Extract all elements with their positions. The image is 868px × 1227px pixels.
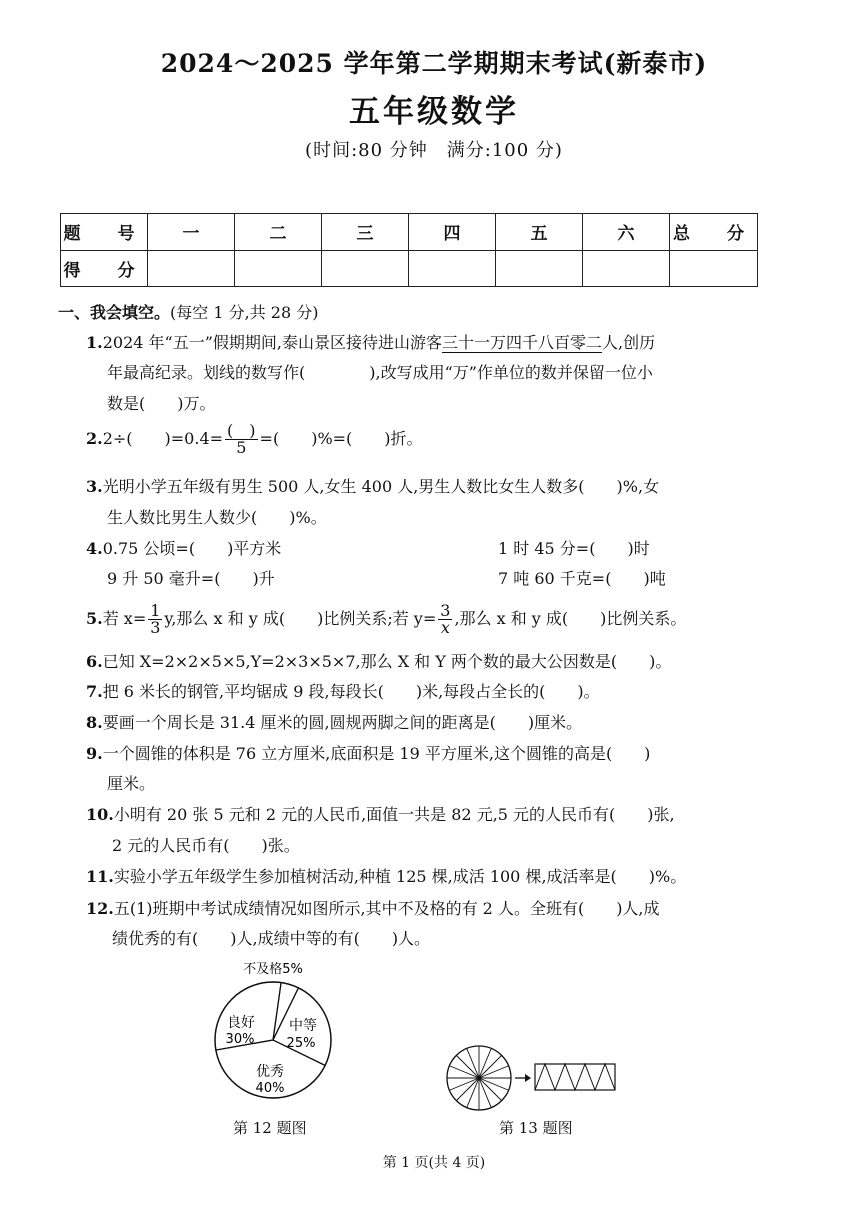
score-cell-empty[interactable] (409, 250, 496, 287)
fraction: $\frac{3}{x}$ (440, 601, 451, 637)
score-table-score-row (61, 250, 758, 287)
pie-label-fail: 不及格5% (243, 962, 303, 977)
circle-sector-line (456, 1078, 479, 1101)
score-cell-header: 总 分 (670, 214, 758, 251)
question-1-line3: 数是( )万。 (107, 394, 216, 413)
fraction: $\frac{1}{3}$ (150, 601, 161, 637)
pie-label-medium: 中等 (289, 1018, 317, 1034)
question-5: 5.若 x= $\frac{1}{3}$ y,那么 x 和 y 成( )比例关系;若 y= $\frac{3}{x}$ ,那么 x 和 y 成( )比例关系。 (86, 601, 687, 637)
question-2: 2.2÷( )=0.4= $\frac{( )}{5}$ =( )%=( )折。 (86, 421, 423, 457)
score-table-header-row (61, 214, 758, 251)
pie-chart (195, 955, 355, 1105)
score-cell-header: 五 (496, 214, 583, 251)
question-4-b: 1 时 45 分=( )时 (498, 539, 650, 558)
pie-value-medium: 25% (286, 1036, 316, 1051)
score-cell-empty[interactable] (496, 250, 583, 287)
question-7: 7.把 6 米长的钢管,平均锯成 9 段,每段长( )米,每段占全长的( )。 (86, 682, 600, 701)
figure-13-caption: 第 13 题图 (499, 1119, 573, 1137)
circle-sector-line (479, 1078, 502, 1101)
section-heading (58, 300, 318, 323)
question-12-line2: 绩优秀的有( )人,成绩中等的有( )人。 (112, 929, 431, 948)
score-cell-header: 二 (235, 214, 322, 251)
question-12-line1: 12.五(1)班期中考试成绩情况如图所示,其中不及格的有 2 人。全班有( )人,成 (86, 899, 660, 918)
question-6: 6.已知 X=2×2×5×5,Y=2×3×5×7,那么 X 和 Y 两个数的最大公因数是( )。 (86, 652, 672, 671)
score-cell-empty[interactable] (322, 250, 409, 287)
circle-sector-lines (447, 1046, 511, 1110)
rearranged-sectors (535, 1064, 615, 1090)
circle-sector-line (479, 1055, 502, 1078)
question-9-line2: 厘米。 (107, 774, 156, 793)
page-number: 第 1 页(共 4 页) (382, 1155, 486, 1171)
exam-title: 2024～2025 学年第二学期期末考试(新泰市) (160, 49, 708, 78)
score-cell-label: 题 号 (61, 214, 148, 251)
fraction: $\frac{( )}{5}$ (227, 421, 256, 457)
figure-13 (445, 1040, 645, 1120)
question-10-line2: 2 元的人民币有( )张。 (112, 836, 300, 855)
question-3-line1: 3.光明小学五年级有男生 500 人,女生 400 人,男生人数比女生人数多( )%,女 (86, 477, 660, 496)
question-10-line1: 10.小明有 20 张 5 元和 2 元的人民币,面值一共是 82 元,5 元的人民币有( )张, (86, 805, 675, 824)
question-1-line2: 年最高纪录。划线的数写作( ),改写成用“万”作单位的数并保留一位小 (107, 363, 653, 382)
underlined-number: 三十一万四千八百零二 (441, 333, 602, 352)
score-cell-label: 得 分 (61, 250, 148, 287)
section-title: 一、我会填空。 (58, 303, 171, 322)
question-8: 8.要画一个周长是 31.4 厘米的圆,圆规两脚之间的距离是( )厘米。 (86, 713, 583, 732)
pie-value-good: 30% (225, 1032, 255, 1047)
pie-value-excellent: 40% (255, 1081, 285, 1096)
question-3-line2: 生人数比男生人数少( )%。 (107, 508, 327, 527)
arrow-icon (515, 1074, 531, 1082)
pie-label-excellent: 优秀 (256, 1064, 284, 1080)
subject-title: 五年级数学 (349, 94, 519, 130)
question-4-a: 4.0.75 公顷=( )平方米 (86, 539, 282, 558)
score-table (60, 213, 758, 287)
exam-info: (时间:80 分钟 满分:100 分) (305, 140, 563, 161)
question-1-line1: 1.2024 年“五一”假期期间,泰山景区接待进山游客三十一万四千八百零二人,创历 (86, 333, 656, 352)
question-9-line1: 9.一个圆锥的体积是 76 立方厘米,底面积是 19 平方厘米,这个圆锥的高是( ) (86, 744, 651, 763)
score-cell-header: 一 (148, 214, 235, 251)
sector-zigzag (535, 1064, 615, 1090)
question-4-d: 7 吨 60 千克=( )吨 (498, 569, 666, 588)
score-cell-empty[interactable] (235, 250, 322, 287)
score-cell-header: 四 (409, 214, 496, 251)
score-cell-header: 三 (322, 214, 409, 251)
figure-12-caption: 第 12 题图 (233, 1119, 307, 1137)
score-cell-empty[interactable] (583, 250, 670, 287)
circle-sector-line (456, 1055, 479, 1078)
score-cell-header: 六 (583, 214, 670, 251)
section-note: (每空 1 分,共 28 分) (170, 303, 319, 322)
question-4-c: 9 升 50 毫升=( )升 (107, 569, 275, 588)
question-11: 11.实验小学五年级学生参加植树活动,种植 125 棵,成活 100 棵,成活率是( )%。 (86, 867, 687, 886)
score-cell-empty[interactable] (670, 250, 758, 287)
pie-label-good: 良好 (227, 1015, 255, 1031)
score-cell-empty[interactable] (148, 250, 235, 287)
